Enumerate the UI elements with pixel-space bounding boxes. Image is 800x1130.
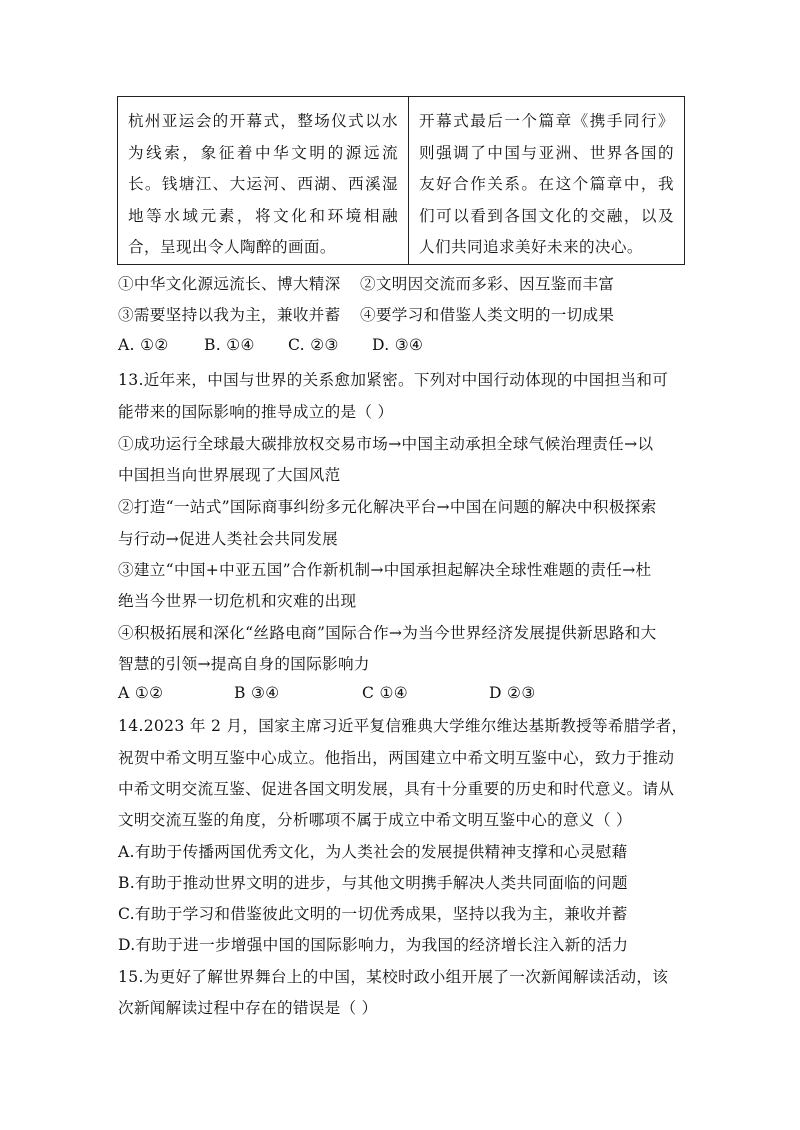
q12-statement-1: ①中华文化源远流长、博大精深 bbox=[118, 275, 341, 293]
q14-option-b: B.有助于推动世界文明的进步，与其他文明携手解决人类共同面临的问题 bbox=[118, 874, 628, 892]
q12-option-c: C. ②③ bbox=[288, 336, 339, 354]
passage-table bbox=[117, 96, 685, 265]
q12-options-row bbox=[118, 336, 424, 354]
q12-statement-3: ③需要坚持以我为主，兼收并蓄 bbox=[118, 306, 341, 324]
q13-item-4-line-2: 智慧的引领→提高自身的国际影响力 bbox=[118, 655, 370, 673]
q13-option-c: C ①④ bbox=[362, 684, 409, 702]
passage-left-cell: 杭州亚运会的开幕式，整场仪式以水为线索，象征着中华文明的源远流长。钱塘江、大运河、西湖、西溪湿地等水域元素，将文化和环境相融合，呈现出令人陶醉的画面。 bbox=[118, 97, 409, 264]
q14-stem-line-1: 14.2023 年 2 月，国家主席习近平复信雅典大学维尔维达基斯教授等希腊学者， bbox=[118, 717, 688, 735]
q13-item-3-line-1: ③建立“中国+中亚五国”合作新机制→中国承担起解决全球性难题的责任→杜 bbox=[118, 561, 652, 579]
q13-item-1-line-1: ①成功运行全球最大碳排放权交易市场→中国主动承担全球气候治理责任→以 bbox=[118, 435, 654, 453]
q12-option-d: D. ③④ bbox=[372, 336, 424, 354]
q13-options-row bbox=[118, 684, 536, 702]
q13-item-2-line-2: 与行动→促进人类社会共同发展 bbox=[118, 530, 338, 548]
q12-statement-4: ④要学习和借鉴人类文明的一切成果 bbox=[360, 306, 615, 324]
q15-stem-line-1: 15.为更好了解世界舞台上的中国，某校时政小组开展了一次新闻解读活动，该 bbox=[118, 968, 669, 986]
q14-option-a: A.有助于传播两国优秀文化，为人类社会的发展提供精神支撑和心灵慰藉 bbox=[118, 843, 628, 861]
q12-option-b: B. ①④ bbox=[204, 336, 255, 354]
q14-stem-line-2: 祝贺中希文明互鉴中心成立。他指出，两国建立中希文明互鉴中心，致力于推动 bbox=[118, 749, 675, 767]
q13-stem-line-1: 13.近年来，中国与世界的关系愈加紧密。下列对中国行动体现的中国担当和可 bbox=[118, 371, 669, 389]
q14-option-d: D.有助于进一步增强中国的国际影响力，为我国的经济增长注入新的活力 bbox=[118, 936, 629, 954]
q12-statements-row-2 bbox=[118, 303, 615, 325]
q13-item-2-line-1: ②打造“一站式”国际商事纠纷多元化解决平台→中国在问题的解决中积极探索 bbox=[118, 498, 657, 516]
q13-option-b: B ③④ bbox=[234, 684, 280, 702]
q13-item-3-line-2: 绝当今世界一切危机和灾难的出现 bbox=[118, 592, 357, 610]
q13-item-1-line-2: 中国担当向世界展现了大国风范 bbox=[118, 466, 341, 484]
q13-option-d: D ②③ bbox=[489, 684, 536, 702]
q13-stem-line-2: 能带来的国际影响的推导成立的是（ ） bbox=[118, 403, 394, 421]
q12-option-a: A. ①② bbox=[118, 336, 169, 354]
q14-option-c: C.有助于学习和借鉴彼此文明的一切优秀成果，坚持以我为主，兼收并蓄 bbox=[118, 905, 628, 923]
q13-option-a: A ①② bbox=[118, 684, 164, 702]
q12-statement-2: ②文明因交流而多彩、因互鉴而丰富 bbox=[360, 275, 615, 293]
q14-stem-line-3: 中希文明交流互鉴、促进各国文明发展，具有十分重要的历史和时代意义。请从 bbox=[118, 780, 675, 798]
q13-item-4-line-1: ④积极拓展和深化“丝路电商”国际合作→为当今世界经济发展提供新思路和大 bbox=[118, 624, 657, 642]
passage-right-cell: 开幕式最后一个篇章《携手同行》则强调了中国与亚洲、世界各国的友好合作关系。在这个篇章中，我们可以看到各国文化的交融，以及人们共同追求美好未来的决心。 bbox=[419, 112, 674, 256]
q15-stem-line-2: 次新闻解读过程中存在的错误是（ ） bbox=[118, 999, 378, 1017]
q12-statements-row-1 bbox=[118, 272, 615, 294]
q14-stem-line-4: 文明交流互鉴的角度，分析哪项不属于成立中希文明互鉴中心的意义（ ） bbox=[118, 811, 632, 829]
